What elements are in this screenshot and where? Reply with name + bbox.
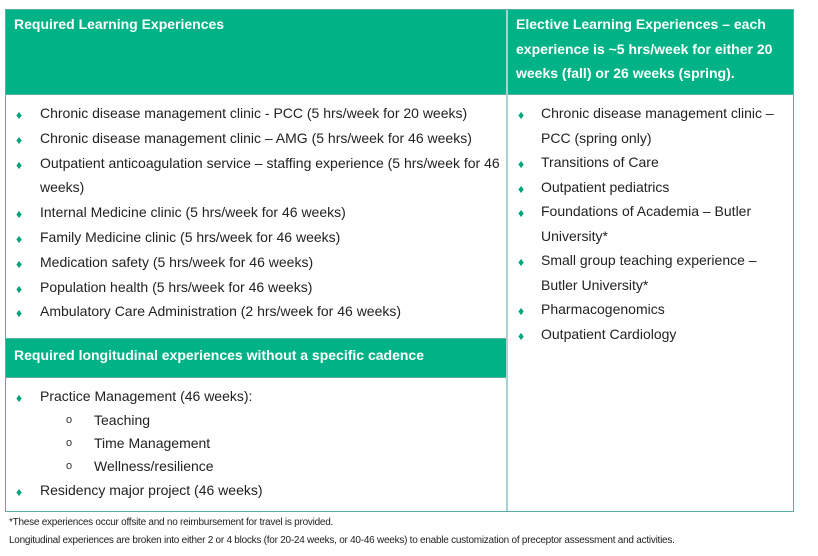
diamond-bullet-icon: ♦ (16, 108, 23, 122)
footnote-longitudinal: Longitudinal experiences are broken into either 2 or 4 blocks (for 20-24 weeks, or 40-46 weeks) to enable customization of preceptor assessment and activities. (9, 534, 675, 546)
list-item (6, 275, 506, 300)
sub-list-item (40, 432, 500, 455)
diamond-bullet-icon: ♦ (518, 255, 525, 269)
list-item-label: Residency major project (46 weeks) (40, 481, 263, 498)
diamond-bullet-icon: ♦ (16, 256, 23, 271)
list-item (508, 248, 793, 297)
list-item (508, 322, 793, 347)
list-item-label: Medication safety (5 hrs/week for 46 weeks) (40, 253, 314, 270)
list-item (6, 478, 506, 503)
required-list (6, 95, 506, 324)
list-item (6, 299, 506, 324)
list-item-label: Outpatient Cardiology (541, 325, 677, 342)
list-item-label: Outpatient pediatrics (541, 178, 670, 195)
diamond-bullet-icon: ♦ (518, 328, 525, 343)
list-item-label: Family Medicine clinic (5 hrs/week for 46 weeks) (40, 228, 341, 245)
diamond-bullet-icon: ♦ (16, 306, 23, 321)
list-item-label: Chronic disease management clinic – PCC (spring only) (541, 105, 774, 146)
list-item-label: Population health (5 hrs/week for 46 weeks) (40, 278, 313, 295)
list-item-label: Foundations of Academia – Butler University* (541, 203, 752, 244)
diamond-bullet-icon: ♦ (16, 231, 23, 246)
footnotes (9, 514, 675, 549)
sub-list-item (40, 409, 500, 432)
list-item (6, 200, 506, 225)
required-header: Required Learning Experiences (6, 10, 506, 94)
diamond-bullet-icon: ♦ (16, 391, 23, 405)
longitudinal-list (6, 378, 506, 503)
elective-section (508, 95, 793, 346)
learning-experiences-table (5, 9, 794, 512)
list-item (508, 297, 793, 322)
elective-list (508, 95, 793, 346)
list-item-label: Chronic disease management clinic - PCC (5 hrs/week for 20 weeks) (40, 105, 468, 121)
diamond-bullet-icon: ♦ (16, 132, 23, 147)
practice-management-sublist (40, 409, 500, 478)
list-item (6, 101, 506, 126)
diamond-bullet-icon: ♦ (16, 207, 23, 222)
list-item (6, 225, 506, 250)
diamond-bullet-icon: ♦ (518, 157, 525, 171)
sub-list-item-label: Wellness/resilience (94, 457, 214, 474)
circle-bullet-icon: o (66, 459, 73, 472)
elective-column (506, 10, 793, 511)
list-item (508, 101, 793, 150)
required-column (6, 10, 506, 511)
list-item-label: Practice Management (46 weeks): (40, 388, 253, 404)
sub-list-item (40, 455, 500, 478)
diamond-bullet-icon: ♦ (16, 484, 23, 499)
list-item-label: Ambulatory Care Administration (2 hrs/week for 46 weeks) (40, 303, 402, 320)
circle-bullet-icon: o (66, 436, 73, 449)
list-item (508, 175, 793, 200)
elective-header: Elective Learning Experiences – each experience is ~5 hrs/week for either 20 weeks (fall) or 26 weeks (spring). (508, 10, 793, 94)
list-item-label: Outpatient anticoagulation service – staffing experience (5 hrs/week for 46 weeks) (40, 154, 500, 196)
diamond-bullet-icon: ♦ (518, 206, 525, 220)
list-item (6, 126, 506, 151)
sub-list-item-label: Teaching (94, 411, 151, 428)
longitudinal-header: Required longitudinal experiences without a specific cadence (6, 339, 506, 377)
diamond-bullet-icon: ♦ (16, 281, 23, 296)
diamond-bullet-icon: ♦ (518, 181, 525, 196)
required-section (6, 95, 506, 338)
list-item (6, 384, 506, 478)
list-item-label: Internal Medicine clinic (5 hrs/week for 46 weeks) (40, 204, 346, 221)
list-item (508, 199, 793, 248)
list-item-label: Transitions of Care (541, 154, 659, 170)
diamond-bullet-icon: ♦ (518, 108, 525, 122)
circle-bullet-icon: o (66, 413, 73, 426)
diamond-bullet-icon: ♦ (518, 304, 525, 318)
list-item (6, 151, 506, 201)
sub-list-item-label: Time Management (94, 434, 211, 451)
list-item (6, 250, 506, 275)
list-item-label: Chronic disease management clinic – AMG (5 hrs/week for 46 weeks) (40, 129, 472, 146)
footnote-offsite: *These experiences occur offsite and no reimbursement for travel is provided. (9, 517, 334, 528)
list-item-label: Small group teaching experience – Butler University* (541, 252, 757, 293)
list-item (508, 150, 793, 175)
diamond-bullet-icon: ♦ (16, 157, 23, 172)
list-item-label: Pharmacogenomics (541, 301, 665, 317)
